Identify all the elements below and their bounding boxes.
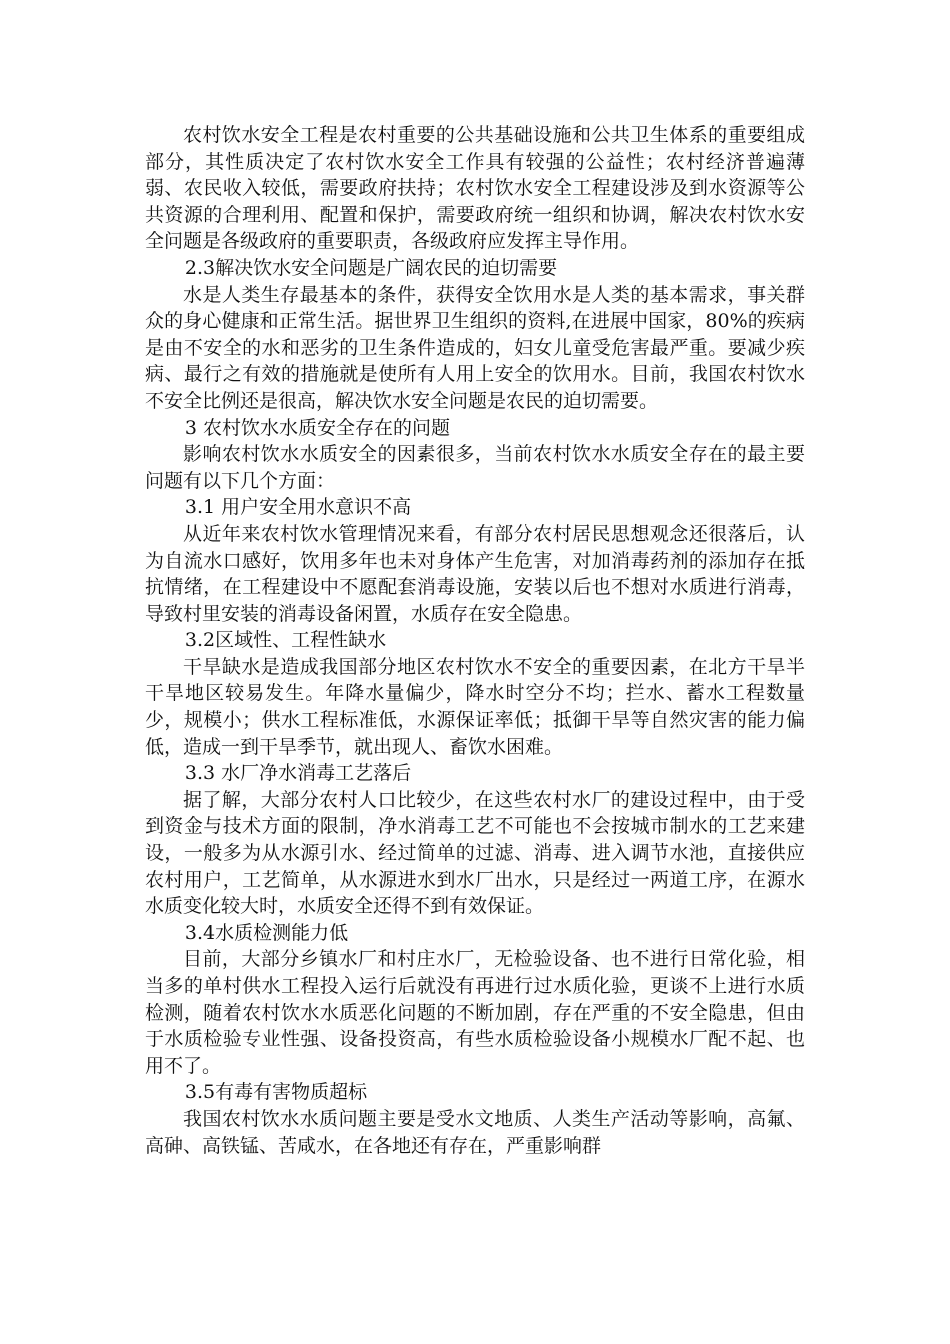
section-heading-3-4: 3.4水质检测能力低 [184, 921, 349, 944]
paragraph-water-need: 水是人类生存最基本的条件，获得安全饮用水是人类的基本需求，事关群众的身心健康和正常生活。据世界卫生组织的资料,在进展中国家，80%的疾病是由不安全的水和恶劣的卫生条件造成的，妇女儿童受危害最严重。要减少疾病、最行之有效的措施就是使所有人用上安全的饮用水。目前，我国农村饮水不安全比例还是很高，解决饮水安全问题是农民的迫切需要。 [145, 283, 805, 412]
paragraph-purification: 据了解，大部分农村人口比较少，在这些农村水厂的建设过程中，由于受到资金与技术方面的限制，净水消毒工艺不可能也不会按城市制水的工艺来建设，一般多为从水源引水、经过简单的过滤、消毒、进入调节水池，直接供应农村用户，工艺简单，从水源进水到水厂出水，只是经过一两道工序，在源水水质变化较大时，水质安全还得不到有效保证。 [145, 788, 805, 918]
section-heading-3: 3 农村饮水水质安全存在的问题 [184, 416, 451, 439]
paragraph-testing: 目前，大部分乡镇水厂和村庄水厂，无检验设备、也不进行日常化验，相当多的单村供水工程投入运行后就没有再进行过水质化验，更谈不上进行水质检测，随着农村饮水水质恶化问题的不断加剧，存在严重的不安全隐患，但由于水质检验专业性强、设备投资高，有些水质检验设备小规模水厂配不起、也用不了。 [145, 948, 805, 1077]
section-heading-3-1: 3.1 用户安全用水意识不高 [184, 496, 412, 519]
paragraph-awareness: 从近年来农村饮水管理情况来看，有部分农村居民思想观念还很落后，认为自流水口感好，饮用多年也未对身体产生危害，对加消毒药剂的添加存在抵抗情绪，在工程建设中不愿配套消毒设施，安装以后也不想对水质进行消毒，导致村里安装的消毒设备闲置，水质存在安全隐患。 [145, 522, 805, 625]
paragraph-drought: 干旱缺水是造成我国部分地区农村饮水不安全的重要因素，在北方干旱半干旱地区较易发生。年降水量偏少，降水时空分不均；拦水、蓄水工程数量少，规模小；供水工程标准低，水源保证率低；抵御干旱等自然灾害的能力偏低，造成一到干旱季节，就出现人、畜饮水困难。 [145, 655, 805, 758]
section-heading-3-5: 3.5有毒有害物质超标 [184, 1081, 368, 1104]
paragraph-toxic-substances: 我国农村饮水水质问题主要是受水文地质、人类生产活动等影响，高氟、高砷、高铁锰、苦咸水，在各地还有存在，严重影响群 [145, 1107, 805, 1157]
document-body [145, 122, 805, 1159]
section-heading-2-3: 2.3解决饮水安全问题是广阔农民的迫切需要 [184, 256, 558, 279]
paragraph-main-problems: 影响农村饮水水质安全的因素很多，当前农村饮水水质安全存在的最主要问题有以下几个方面： [145, 443, 805, 492]
section-heading-3-3: 3.3 水厂净水消毒工艺落后 [184, 762, 412, 785]
paragraph-public-welfare: 农村饮水安全工程是农村重要的公共基础设施和公共卫生体系的重要组成部分，其性质决定了农村饮水安全工作具有较强的公益性；农村经济普遍薄弱、农民收入较低，需要政府扶持；农村饮水安全工程建设涉及到水资源等公共资源的合理利用、配置和保护，需要政府统一组织和协调，解决农村饮水安全问题是各级政府的重要职责，各级政府应发挥主导作用。 [145, 124, 805, 253]
section-heading-3-2: 3.2区域性、工程性缺水 [184, 629, 387, 652]
